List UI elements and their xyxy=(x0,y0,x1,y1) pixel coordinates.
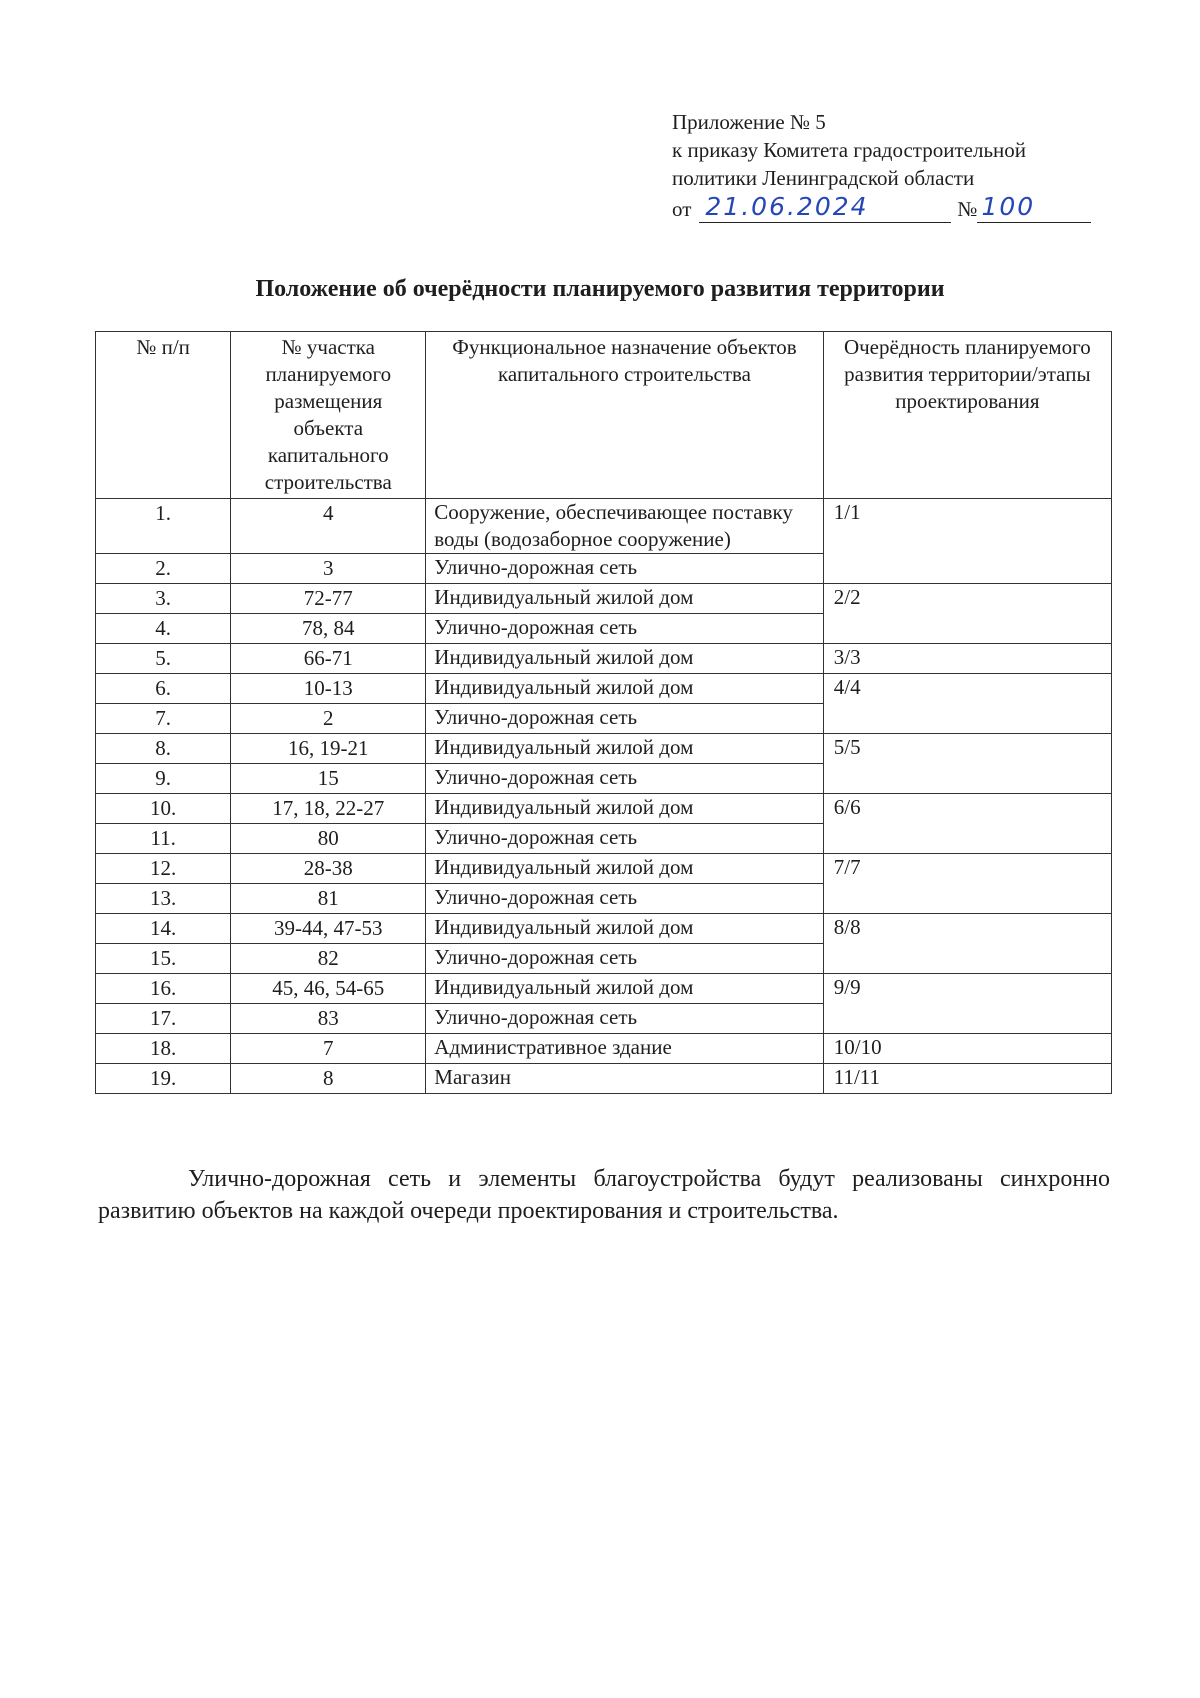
row-index: 4. xyxy=(96,614,231,644)
row-function: Индивидуальный жилой дом xyxy=(426,644,823,674)
row-stage: 1/1 xyxy=(823,499,1111,584)
row-plot: 7 xyxy=(231,1034,426,1064)
order-date: 21.06.2024 xyxy=(705,192,869,221)
row-stage: 8/8 xyxy=(823,914,1111,974)
row-stage: 10/10 xyxy=(823,1034,1111,1064)
row-plot: 17, 18, 22-27 xyxy=(231,794,426,824)
row-plot: 39-44, 47-53 xyxy=(231,914,426,944)
row-stage: 7/7 xyxy=(823,854,1111,914)
row-plot: 45, 46, 54-65 xyxy=(231,974,426,1004)
phasing-table xyxy=(95,331,1112,1094)
table-row xyxy=(96,644,1112,674)
row-index: 16. xyxy=(96,974,231,1004)
row-index: 15. xyxy=(96,944,231,974)
table-row xyxy=(96,854,1112,884)
order-number: 100 xyxy=(981,192,1036,221)
closing-note: Улично-дорожная сеть и элементы благоустройства будут реализованы синхронно развитию объектов на каждой очереди проектирования и строительства. xyxy=(98,1166,1110,1224)
row-stage: 11/11 xyxy=(823,1064,1111,1094)
row-stage: 2/2 xyxy=(823,584,1111,644)
row-plot: 15 xyxy=(231,764,426,794)
row-index: 17. xyxy=(96,1004,231,1034)
row-function: Индивидуальный жилой дом xyxy=(426,914,823,944)
row-index: 3. xyxy=(96,584,231,614)
table-row xyxy=(96,794,1112,824)
row-plot: 8 xyxy=(231,1064,426,1094)
row-function: Индивидуальный жилой дом xyxy=(426,974,823,1004)
document-title: Положение об очерёдности планируемого развития территории xyxy=(255,276,945,302)
appendix-committee: политики Ленинградской области xyxy=(672,166,975,190)
table-row xyxy=(96,1064,1112,1094)
row-function: Улично-дорожная сеть xyxy=(426,824,823,854)
row-function: Индивидуальный жилой дом xyxy=(426,794,823,824)
table-row xyxy=(96,674,1112,704)
order-date-field xyxy=(699,192,951,223)
row-index: 10. xyxy=(96,794,231,824)
row-plot: 16, 19-21 xyxy=(231,734,426,764)
row-function: Улично-дорожная сеть xyxy=(426,884,823,914)
row-function: Индивидуальный жилой дом xyxy=(426,584,823,614)
row-index: 18. xyxy=(96,1034,231,1064)
row-plot: 4 xyxy=(231,499,426,554)
row-function: Сооружение, обеспечивающее поставку воды (водозаборное сооружение) xyxy=(426,499,823,554)
row-function: Индивидуальный жилой дом xyxy=(426,734,823,764)
row-index: 14. xyxy=(96,914,231,944)
row-stage: 6/6 xyxy=(823,794,1111,854)
row-index: 12. xyxy=(96,854,231,884)
table-row xyxy=(96,584,1112,614)
row-function: Улично-дорожная сеть xyxy=(426,614,823,644)
row-stage: 5/5 xyxy=(823,734,1111,794)
row-plot: 72-77 xyxy=(231,584,426,614)
appendix-date-number-row xyxy=(672,192,1112,223)
row-stage: 3/3 xyxy=(823,644,1111,674)
row-function: Улично-дорожная сеть xyxy=(426,764,823,794)
table-row xyxy=(96,914,1112,944)
row-index: 2. xyxy=(96,554,231,584)
header-index: № п/п xyxy=(96,332,231,499)
row-plot: 2 xyxy=(231,704,426,734)
row-function: Улично-дорожная сеть xyxy=(426,944,823,974)
row-index: 1. xyxy=(96,499,231,554)
row-index: 19. xyxy=(96,1064,231,1094)
row-plot: 82 xyxy=(231,944,426,974)
row-stage: 4/4 xyxy=(823,674,1111,734)
row-function: Магазин xyxy=(426,1064,823,1094)
row-function: Улично-дорожная сеть xyxy=(426,554,823,584)
row-function: Административное здание xyxy=(426,1034,823,1064)
table-row xyxy=(96,974,1112,1004)
row-function: Улично-дорожная сеть xyxy=(426,1004,823,1034)
row-index: 7. xyxy=(96,704,231,734)
appendix-title: Приложение № 5 xyxy=(672,110,826,134)
row-function: Индивидуальный жилой дом xyxy=(426,674,823,704)
from-label: от xyxy=(672,197,692,221)
row-index: 9. xyxy=(96,764,231,794)
table-header-row xyxy=(96,332,1112,499)
table-row xyxy=(96,1034,1112,1064)
row-plot: 83 xyxy=(231,1004,426,1034)
header-function: Функциональное назначение объектов капитального строительства xyxy=(426,332,823,499)
appendix-block xyxy=(672,108,1112,223)
row-index: 6. xyxy=(96,674,231,704)
appendix-order-ref: к приказу Комитета градостроительной xyxy=(672,138,1026,162)
table-row xyxy=(96,734,1112,764)
row-plot: 28-38 xyxy=(231,854,426,884)
header-plot: № участка планируемого размещения объекта капитального строительства xyxy=(231,332,426,499)
row-plot: 80 xyxy=(231,824,426,854)
row-plot: 81 xyxy=(231,884,426,914)
row-function: Индивидуальный жилой дом xyxy=(426,854,823,884)
row-function: Улично-дорожная сеть xyxy=(426,704,823,734)
order-number-field xyxy=(977,192,1091,223)
row-plot: 78, 84 xyxy=(231,614,426,644)
row-index: 8. xyxy=(96,734,231,764)
row-index: 13. xyxy=(96,884,231,914)
row-plot: 10-13 xyxy=(231,674,426,704)
header-stage: Очерёдность планируемого развития территории/этапы проектирования xyxy=(823,332,1111,499)
table-row xyxy=(96,499,1112,554)
row-index: 5. xyxy=(96,644,231,674)
row-plot: 3 xyxy=(231,554,426,584)
row-plot: 66-71 xyxy=(231,644,426,674)
number-label: № xyxy=(957,197,978,221)
row-stage: 9/9 xyxy=(823,974,1111,1034)
row-index: 11. xyxy=(96,824,231,854)
